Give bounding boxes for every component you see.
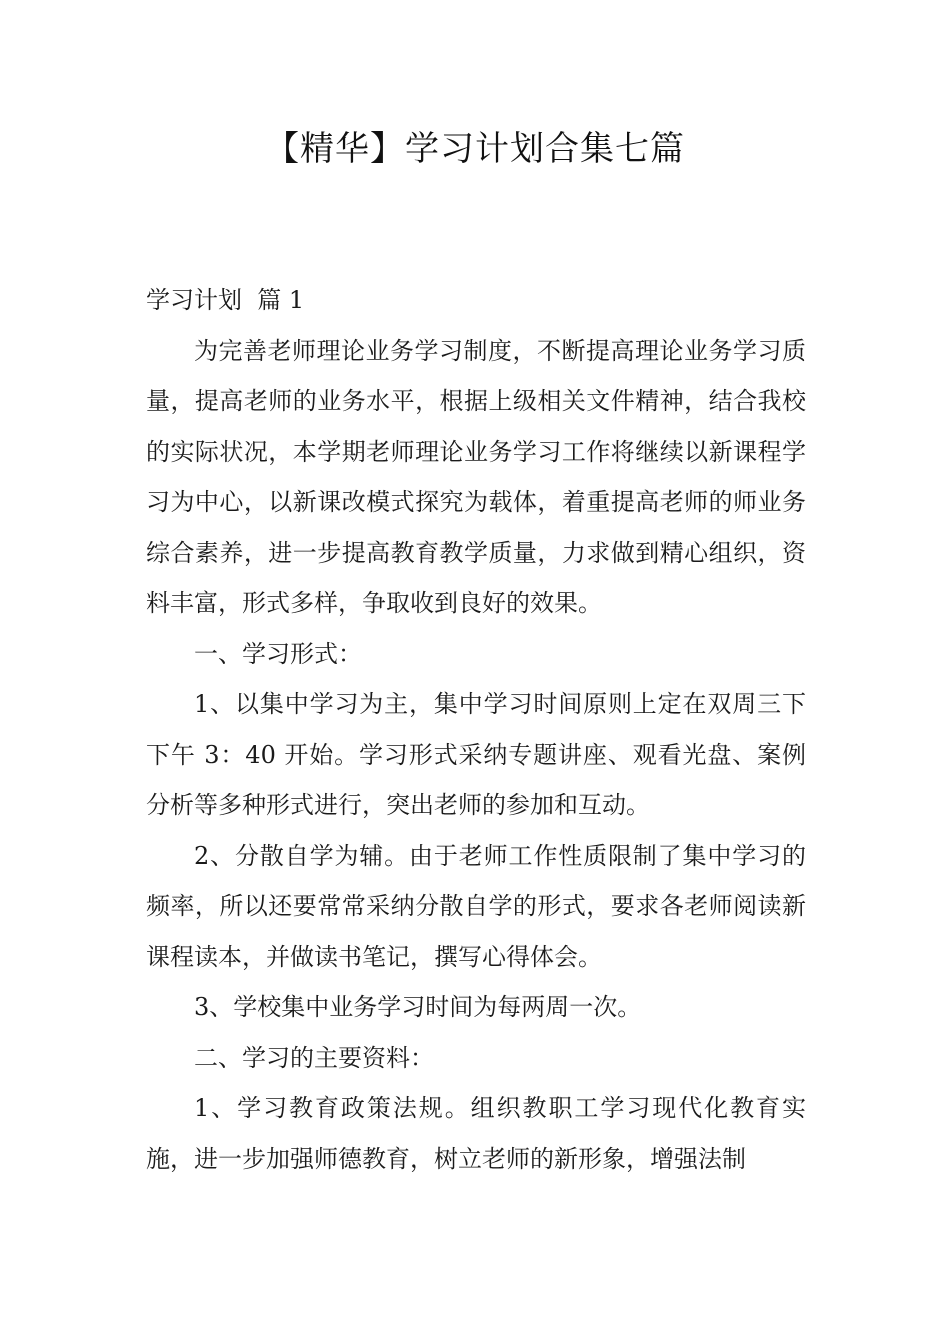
- heading-main-materials: 二、学习的主要资料：: [194, 1043, 434, 1072]
- paragraph-materials-1: 1、学习教育政策法规。组织教职工学习现代化教育实施，进一步加强师德教育，树立老师的新形象，增强法制: [146, 1094, 806, 1173]
- paragraph-study-form-3: 3、学校集中业务学习时间为每两周一次。: [194, 993, 642, 1021]
- document-title: 【精华】学习计划合集七篇: [265, 129, 685, 169]
- section-heading: 学习计划 篇 1: [146, 286, 305, 314]
- document-body: [146, 275, 806, 1184]
- paragraph-study-form-1: 1、以集中学习为主，集中学习时间原则上定在双周三下下午 3：40 开始。学习形式采纳专题讲座、观看光盘、案例分析等多种形式进行，突出老师的参加和互动。: [146, 690, 806, 819]
- heading-study-form: 一、学习形式：: [194, 639, 362, 668]
- paragraph-study-form-2: 2、分散自学为辅。由于老师工作性质限制了集中学习的频率，所以还要常常采纳分散自学的形式，要求各老师阅读新课程读本，并做读书笔记，撰写心得体会。: [146, 841, 806, 971]
- paragraph-intro: 为完善老师理论业务学习制度，不断提高理论业务学习质量，提高老师的业务水平，根据上级相关文件精神，结合我校的实际状况，本学期老师理论业务学习工作将继续以新课程学习为中心，以新课改模式探究为载体，着重提高老师的师业务综合素养，进一步提高教育教学质量，力求做到精心组织，资料丰富，形式多样，争取收到良好的效果。: [146, 336, 806, 617]
